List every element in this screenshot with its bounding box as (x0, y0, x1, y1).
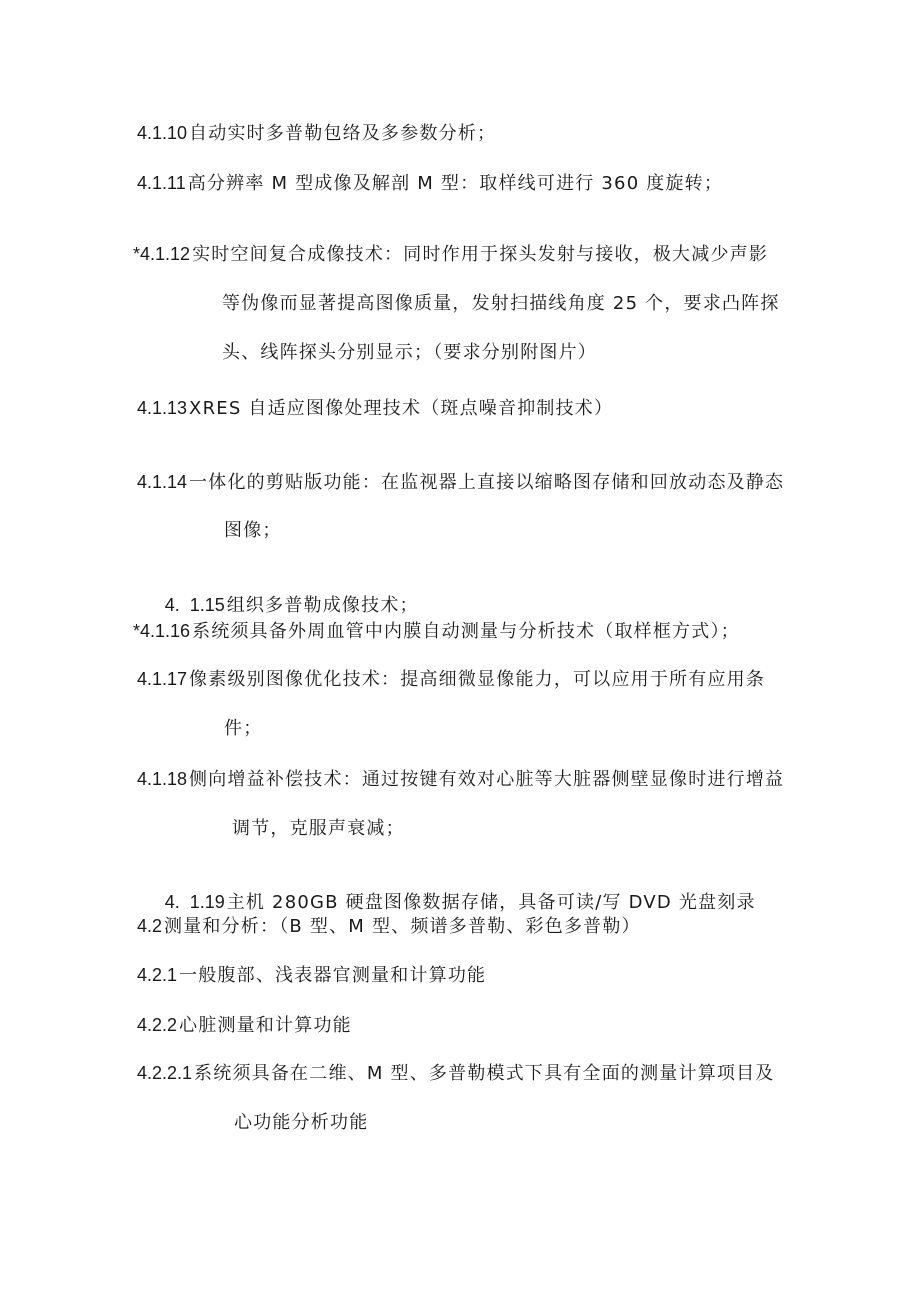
item-number: *4.1.16 (133, 621, 191, 641)
item-text: 侧向增益补偿技术：通过按键有效对心脏等大脏器侧壁显像时进行增益 (189, 769, 785, 790)
item-number: 4.2 (137, 916, 163, 936)
item-number: 4.1.14 (137, 472, 188, 492)
spec-line (137, 767, 784, 792)
item-number: 4.1.13 (137, 398, 188, 418)
item-number: 4.2.1 (137, 965, 178, 985)
item-text: 主机 280GB 硬盘图像数据存储，具备可读/写 DVD 光盘刻录 (226, 892, 756, 913)
item-text: 测量和分析：（B 型、M 型、频谱多普勒、彩色多普勒） (164, 916, 641, 937)
item-text: 一体化的剪贴版功能：在监视器上直接以缩略图存储和回放动态及静态 (189, 472, 785, 493)
spec-line (137, 963, 486, 988)
item-number: 4.1.18 (137, 769, 188, 789)
spec-line (137, 396, 613, 421)
spec-line (137, 667, 765, 692)
spec-line (137, 171, 723, 196)
item-text: 系统须具备外周血管中内膜自动测量与分析技术（取样框方式）； (192, 621, 740, 642)
item-text: 自动实时多普勒包络及多参数分析； (189, 123, 497, 144)
item-number: 4.1.17 (137, 669, 188, 689)
item-number: 4.1.10 (137, 123, 188, 143)
item-text: 一般腹部、浅表器官测量和计算功能 (179, 965, 487, 986)
item-number: *4.1.12 (133, 244, 191, 264)
item-text: 系统须具备在二维、M 型、多普勒模式下具有全面的测量计算项目及 (194, 1063, 775, 1084)
continuation-line: 头、线阵探头分别显示；（要求分别附图片） (222, 342, 597, 363)
spec-line (133, 242, 768, 267)
item-number: 4.1.11 (137, 173, 186, 193)
item-number: 4.2.2 (137, 1015, 178, 1035)
continuation-line: 等伪像而显著提高图像质量，发射扫描线角度 25 个，要求凸阵探 (222, 293, 780, 314)
spec-line (133, 619, 740, 644)
item-number: 4. 1.19 (164, 892, 225, 912)
item-text: 高分辨率 M 型成像及解剖 M 型：取样线可进行 360 度旋转； (187, 173, 724, 194)
spec-line (137, 121, 496, 146)
item-number: 4. 1.15 (164, 595, 225, 615)
item-text: 心脏测量和计算功能 (179, 1015, 352, 1036)
spec-line (137, 470, 784, 495)
continuation-line: 件； (224, 718, 263, 739)
item-text: XRES 自适应图像处理技术（斑点噪音抑制技术） (189, 398, 614, 419)
continuation-line: 图像； (224, 520, 282, 541)
continuation-line: 心功能分析功能 (234, 1112, 369, 1133)
section-heading (137, 914, 641, 939)
item-text: 组织多普勒成像技术； (226, 595, 419, 616)
item-number: 4.2.2.1 (137, 1063, 193, 1083)
item-text: 实时空间复合成像技术：同时作用于探头发射与接收，极大减少声影 (192, 244, 769, 265)
item-text: 像素级别图像优化技术：提高细微显像能力，可以应用于所有应用条 (189, 669, 766, 690)
spec-line (137, 1013, 352, 1038)
continuation-line: 调节，克服声衰减； (232, 818, 405, 839)
spec-line (137, 1061, 775, 1086)
